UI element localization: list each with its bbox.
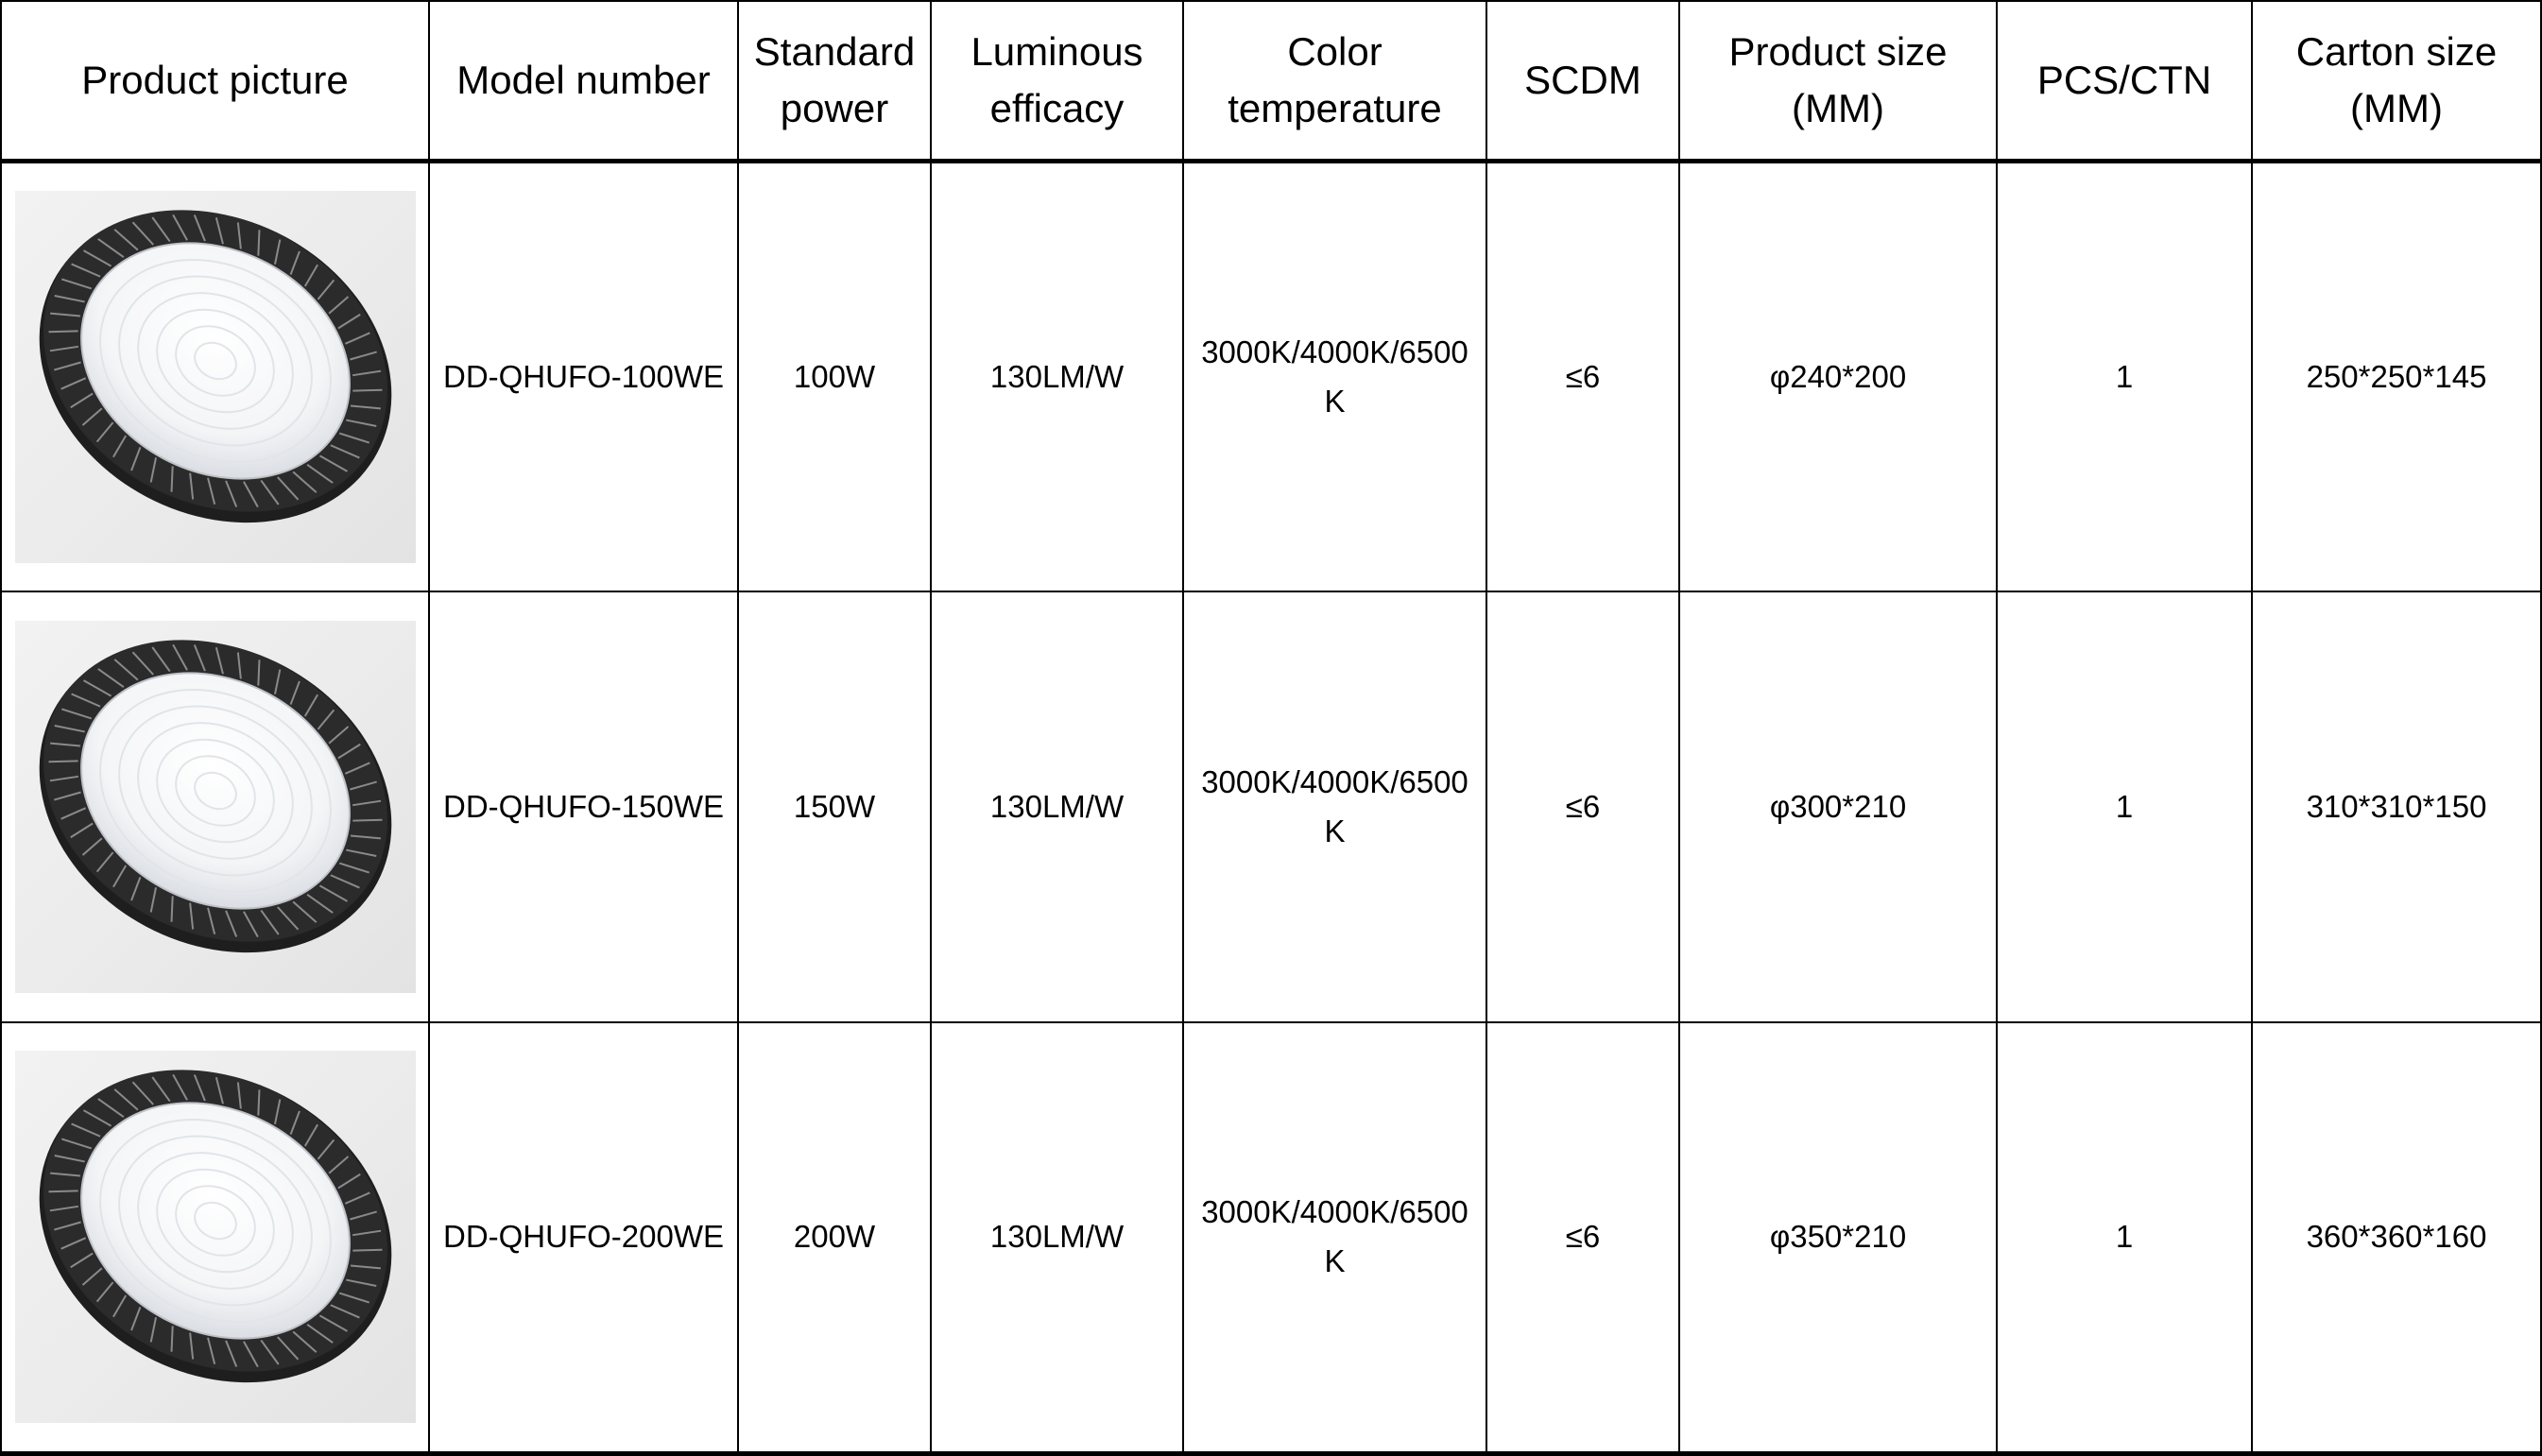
header-row <box>1 1 2541 161</box>
header-pcs-ctn: PCS/CTN <box>1997 1 2252 161</box>
header-product-picture: Product picture <box>1 1 429 161</box>
luminous-efficacy-cell: 130LM/W <box>931 591 1183 1022</box>
table-row <box>1 591 2541 1022</box>
standard-power-cell: 200W <box>738 1022 931 1453</box>
header-model-number: Model number <box>429 1 738 161</box>
standard-power-cell: 100W <box>738 161 931 591</box>
model-number-cell: DD-QHUFO-100WE <box>429 161 738 591</box>
ufo-high-bay-light-image <box>15 621 416 993</box>
product-picture-cell <box>1 1022 429 1453</box>
carton-size-cell: 250*250*145 <box>2252 161 2541 591</box>
pcs-ctn-cell: 1 <box>1997 591 2252 1022</box>
color-temperature-cell: 3000K/4000K/6500 K <box>1183 161 1486 591</box>
product-picture-cell <box>1 161 429 591</box>
pcs-ctn-cell: 1 <box>1997 161 2252 591</box>
header-scdm: SCDM <box>1486 1 1679 161</box>
standard-power-cell: 150W <box>738 591 931 1022</box>
header-carton-size: Carton size (MM) <box>2252 1 2541 161</box>
model-number-cell: DD-QHUFO-150WE <box>429 591 738 1022</box>
luminous-efficacy-cell: 130LM/W <box>931 1022 1183 1453</box>
product-picture-cell <box>1 591 429 1022</box>
header-standard-power: Standard power <box>738 1 931 161</box>
pcs-ctn-cell: 1 <box>1997 1022 2252 1453</box>
header-product-size: Product size (MM) <box>1679 1 1997 161</box>
carton-size-cell: 360*360*160 <box>2252 1022 2541 1453</box>
product-size-cell: φ350*210 <box>1679 1022 1997 1453</box>
color-temperature-cell: 3000K/4000K/6500 K <box>1183 1022 1486 1453</box>
model-number-cell: DD-QHUFO-200WE <box>429 1022 738 1453</box>
carton-size-cell: 310*310*150 <box>2252 591 2541 1022</box>
header-luminous-efficacy: Luminous efficacy <box>931 1 1183 161</box>
color-temperature-cell: 3000K/4000K/6500 K <box>1183 591 1486 1022</box>
scdm-cell: ≤6 <box>1486 1022 1679 1453</box>
product-size-cell: φ240*200 <box>1679 161 1997 591</box>
scdm-cell: ≤6 <box>1486 591 1679 1022</box>
table-row <box>1 161 2541 591</box>
header-color-temperature: Color temperature <box>1183 1 1486 161</box>
luminous-efficacy-cell: 130LM/W <box>931 161 1183 591</box>
table-row <box>1 1022 2541 1453</box>
ufo-high-bay-light-image <box>15 1051 416 1423</box>
product-size-cell: φ300*210 <box>1679 591 1997 1022</box>
scdm-cell: ≤6 <box>1486 161 1679 591</box>
ufo-high-bay-light-image <box>15 191 416 563</box>
